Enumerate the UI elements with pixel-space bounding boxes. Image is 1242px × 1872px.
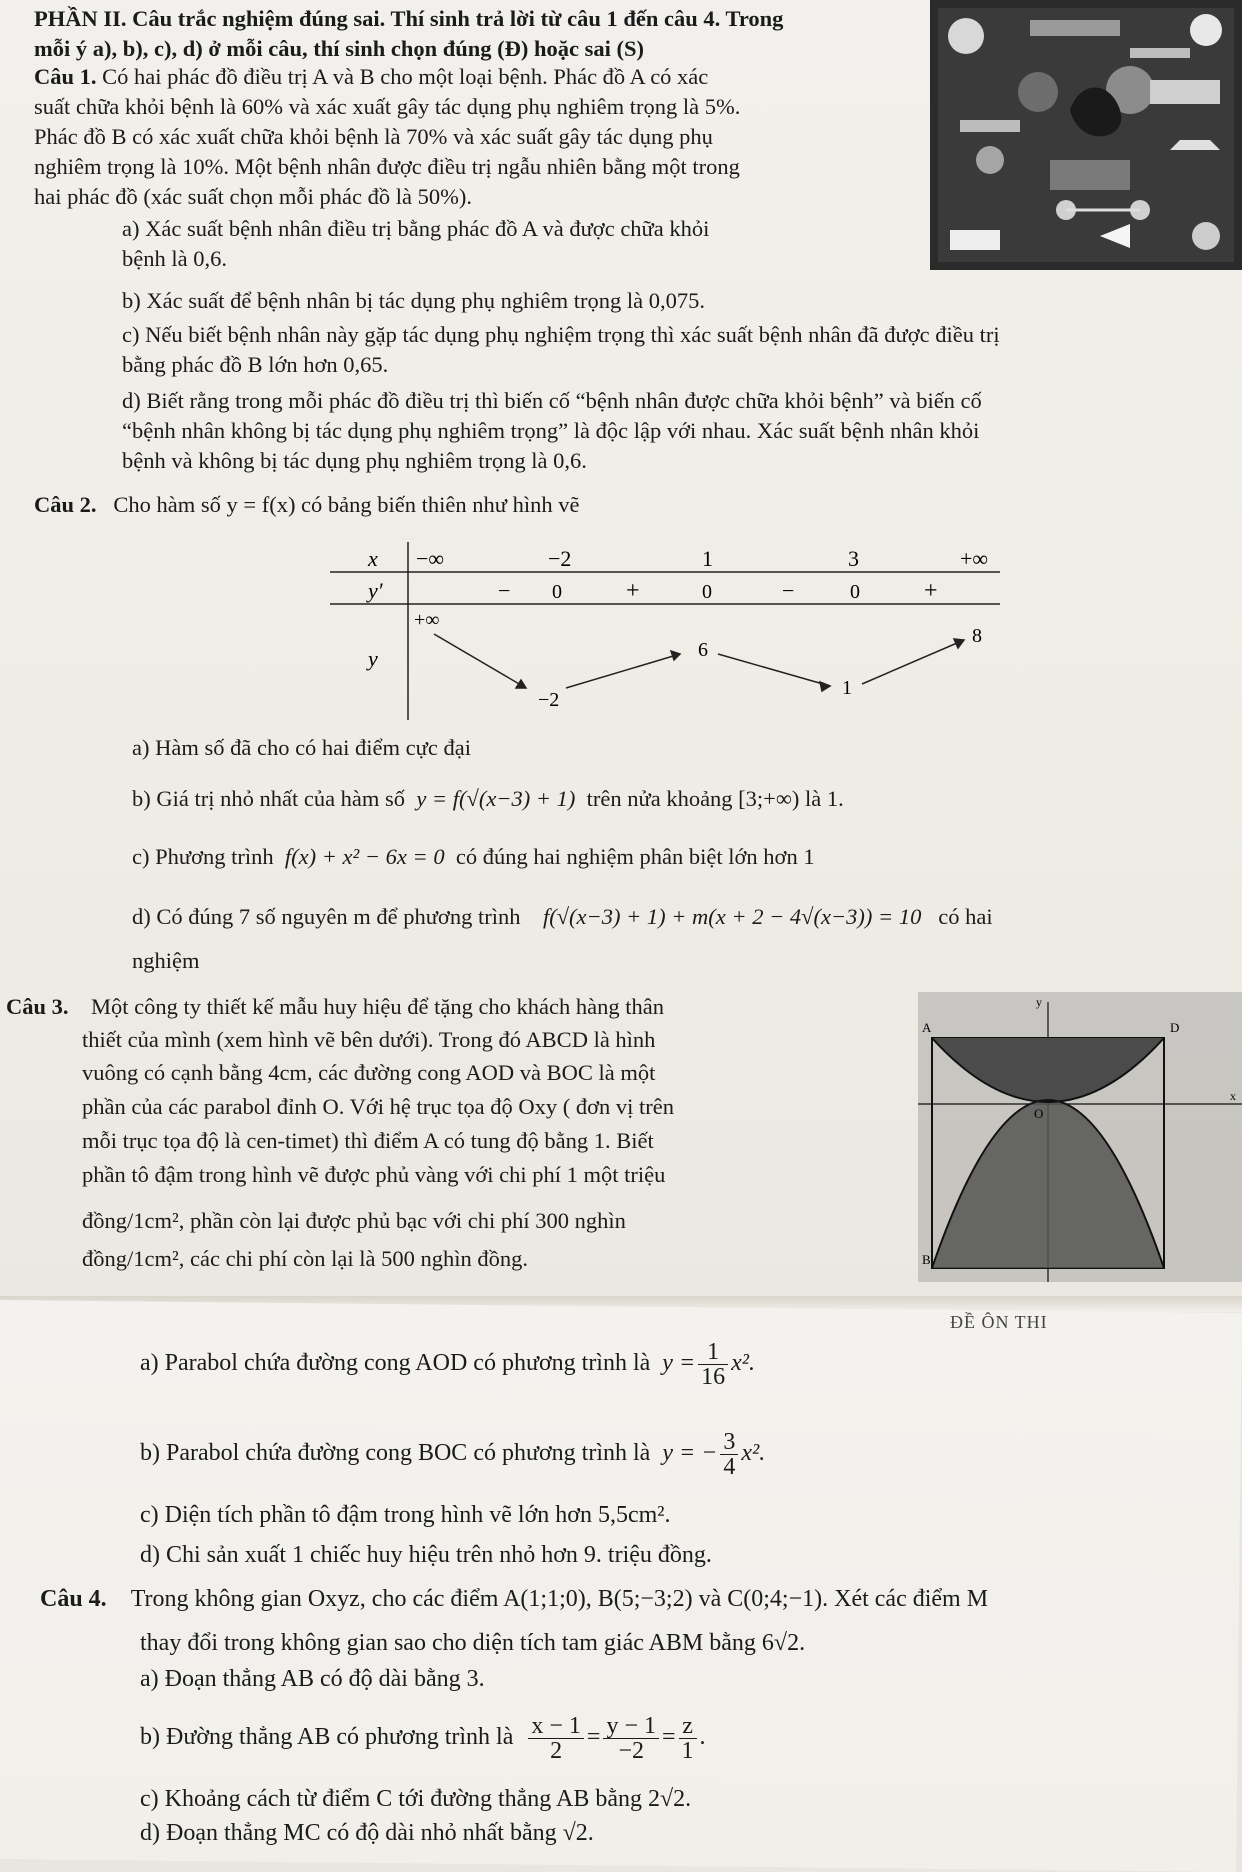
q2-option-d-line2: nghiệm: [132, 948, 200, 973]
table-y-value: −2: [538, 689, 560, 711]
q1-option-d-line2: “bệnh nhân không bị tác dụng phụ nghiêm trọng” là độc lập với nhau. Xác suất bệnh nhân khỏi: [122, 418, 980, 443]
q3-line1: Câu 3. Một công ty thiết kế mẫu huy hiệu để tặng cho khách hàng thân: [6, 994, 664, 1019]
q1-line5: hai phác đồ (xác suất chọn mỗi phác đồ là 50%).: [34, 184, 472, 209]
table-y-value: 6: [698, 639, 708, 661]
q3-b-fraction: $\frac{3}{4}$: [720, 1430, 738, 1479]
q1-line4: nghiêm trọng là 10%. Một bệnh nhân được điều trị ngẫu nhiên bằng một trong: [34, 154, 740, 179]
table-x-value: 1: [702, 546, 713, 571]
q3-option-a: a) Parabol chứa đường cong AOD có phương trình là y = $\frac{1}{16}$ x².: [140, 1339, 756, 1390]
q4-option-d: d) Đoạn thẳng MC có độ dài nhỏ nhất bằng √2.: [140, 1820, 594, 1846]
q2-option-c: c) Phương trình f(x) + x² − 6x = 0 có đúng hai nghiệm phân biệt lớn hơn 1: [132, 844, 815, 869]
q4-line2: thay đổi trong không gian sao cho diện tích tam giác ABM bằng 6√2.: [140, 1630, 806, 1656]
q2-label: Câu 2.: [34, 492, 97, 517]
q4-option-a: a) Đoạn thẳng AB có độ dài bằng 3.: [140, 1666, 485, 1692]
q2-option-a: a) Hàm số đã cho có hai điểm cực đại: [132, 735, 471, 760]
table-x-value: −2: [548, 546, 572, 571]
figure-label-b: B: [922, 1252, 931, 1267]
q1-label: Câu 1.: [34, 64, 97, 89]
figure-label-o: O: [1034, 1106, 1044, 1121]
table-x-label: x: [368, 546, 378, 571]
q2-d-expression: f(√(x−3) + 1) + m(x + 2 − 4√(x−3)) = 10: [542, 904, 922, 929]
table-sign: 0: [850, 581, 860, 603]
q4-option-c: c) Khoảng cách từ điểm C tới đường thẳng AB bằng 2√2.: [140, 1786, 692, 1812]
table-x-value: 3: [848, 546, 859, 571]
q1-option-c-line1: c) Nếu biết bệnh nhân này gặp tác dụng phụ nghiệm trọng thì xác suất bệnh nhân đã được điều trị: [122, 322, 1000, 347]
q1-line1: Câu 1. Có hai phác đồ điều trị A và B cho một loại bệnh. Phác đồ A có xác: [34, 64, 709, 89]
figure-label-d: D: [1170, 1020, 1180, 1035]
q2-option-d: d) Có đúng 7 số nguyên m để phương trình f(√(x−3) + 1) + m(x + 2 − 4√(x−3)) = 10 có hai: [132, 904, 993, 929]
q4-label: Câu 4.: [40, 1586, 107, 1612]
part2-heading-line2: mỗi ý a), b), c), d) ở mỗi câu, thí sinh chọn đúng (Đ) hoặc sai (S): [34, 36, 645, 61]
exam-header-fragment: ĐỀ ÔN THI: [950, 1312, 1048, 1332]
q4-b-fraction-y: $\frac{y - 1}{-2}$: [603, 1714, 659, 1763]
table-x-value: −∞: [416, 546, 445, 571]
table-yprime-label: y′: [368, 578, 383, 603]
q2-c-expression: f(x) + x² − 6x = 0: [284, 844, 445, 869]
q1-line2: suất chữa khỏi bệnh là 60% và xác xuất gây tác dụng phụ nghiêm trọng là 5%.: [34, 94, 741, 119]
part2-heading-line1: PHẦN II. Câu trắc nghiệm đúng sai. Thí sinh trả lời từ câu 1 đến câu 4. Trong: [34, 6, 784, 31]
table-sign: −: [498, 578, 511, 603]
q4-option-b: b) Đường thẳng AB có phương trình là $\frac{x - 1}{2}$ = $\frac{y - 1}{-2}$ = $\frac{z}{1}$ .: [140, 1713, 706, 1764]
table-sign: 0: [702, 581, 712, 603]
q1-line3: Phác đồ B có xác xuất chữa khỏi bệnh là 70% và xác suất gây tác dụng phụ: [34, 124, 713, 149]
table-sign: +: [924, 578, 938, 604]
q1-option-d-line3: bệnh và không bị tác dụng phụ nghiêm trọng là 0,6.: [122, 448, 587, 473]
table-y-value: +∞: [414, 609, 440, 631]
table-sign: +: [626, 578, 640, 604]
q3-line7: đồng/1cm², phần còn lại được phủ bạc với chi phí 300 nghìn: [82, 1208, 626, 1233]
q3-option-b: b) Parabol chứa đường cong BOC có phương trình là y = − $\frac{3}{4}$ x².: [140, 1429, 766, 1480]
q1-option-c-line2: bằng phác đồ B lớn hơn 0,65.: [122, 352, 389, 377]
q3-a-fraction: $\frac{1}{16}$: [698, 1340, 728, 1389]
q3-line4: phần của các parabol đỉnh O. Với hệ trục tọa độ Oxy ( đơn vị trên: [82, 1094, 674, 1119]
table-y-label: y: [368, 646, 378, 671]
table-y-value: 8: [972, 625, 982, 647]
cardiology-infographic-image: [930, 0, 1242, 270]
q1-option-d-line1: d) Biết rằng trong mỗi phác đồ điều trị thì biến cố “bệnh nhân được chữa khỏi bệnh” và biến cố: [122, 388, 982, 413]
q3-line8: đồng/1cm², các chi phí còn lại là 500 nghìn đồng.: [82, 1246, 529, 1271]
table-x-value: +∞: [960, 546, 989, 571]
table-y-value: 1: [842, 677, 852, 699]
variation-table: [330, 542, 1030, 726]
q3-label: Câu 3.: [6, 994, 69, 1019]
q1-option-a-line1: a) Xác suất bệnh nhân điều trị bằng phác đồ A và được chữa khỏi: [122, 216, 710, 241]
q4-b-fraction-z: $\frac{z}{1}$: [679, 1714, 697, 1763]
figure-label-a: A: [922, 1020, 932, 1035]
q3-line2: thiết của mình (xem hình vẽ bên dưới). Trong đó ABCD là hình: [82, 1027, 656, 1052]
q2-b-expression: y = f(√(x−3) + 1): [416, 786, 576, 811]
q3-line5: mỗi trục tọa độ là cen-timet) thì điểm A có tung độ bằng 1. Biết: [82, 1128, 654, 1153]
q4-b-fraction-x: $\frac{x - 1}{2}$: [528, 1714, 584, 1763]
q1-option-a-line2: bệnh là 0,6.: [122, 246, 227, 271]
table-sign: −: [782, 578, 795, 603]
q3-option-c: c) Diện tích phần tô đậm trong hình vẽ lớn hơn 5,5cm².: [140, 1502, 671, 1528]
q1-option-b: b) Xác suất để bệnh nhân bị tác dụng phụ nghiêm trọng là 0,075.: [122, 288, 705, 313]
figure-label-y: y: [1036, 995, 1042, 1009]
q2-option-b: b) Giá trị nhỏ nhất của hàm số y = f(√(x−3) + 1) trên nửa khoảng [3;+∞) là 1.: [132, 786, 844, 811]
q3-line3: vuông có cạnh bằng 4cm, các đường cong AOD và BOC là một: [82, 1060, 656, 1085]
figure-label-x: x: [1230, 1089, 1236, 1103]
q4-line1: Câu 4. Trong không gian Oxyz, cho các điểm A(1;1;0), B(5;−3;2) và C(0;4;−1). Xét các điểm M: [40, 1586, 989, 1612]
q3-option-d: d) Chi sản xuất 1 chiếc huy hiệu trên nhỏ hơn 9. triệu đồng.: [140, 1542, 712, 1568]
q3-line6: phần tô đậm trong hình vẽ được phủ vàng với chi phí 1 một triệu: [82, 1162, 666, 1187]
table-sign: 0: [552, 581, 562, 603]
q2-intro: Câu 2. Cho hàm số y = f(x) có bảng biến thiên như hình vẽ: [34, 492, 580, 517]
badge-parabola-figure: [918, 992, 1242, 1286]
